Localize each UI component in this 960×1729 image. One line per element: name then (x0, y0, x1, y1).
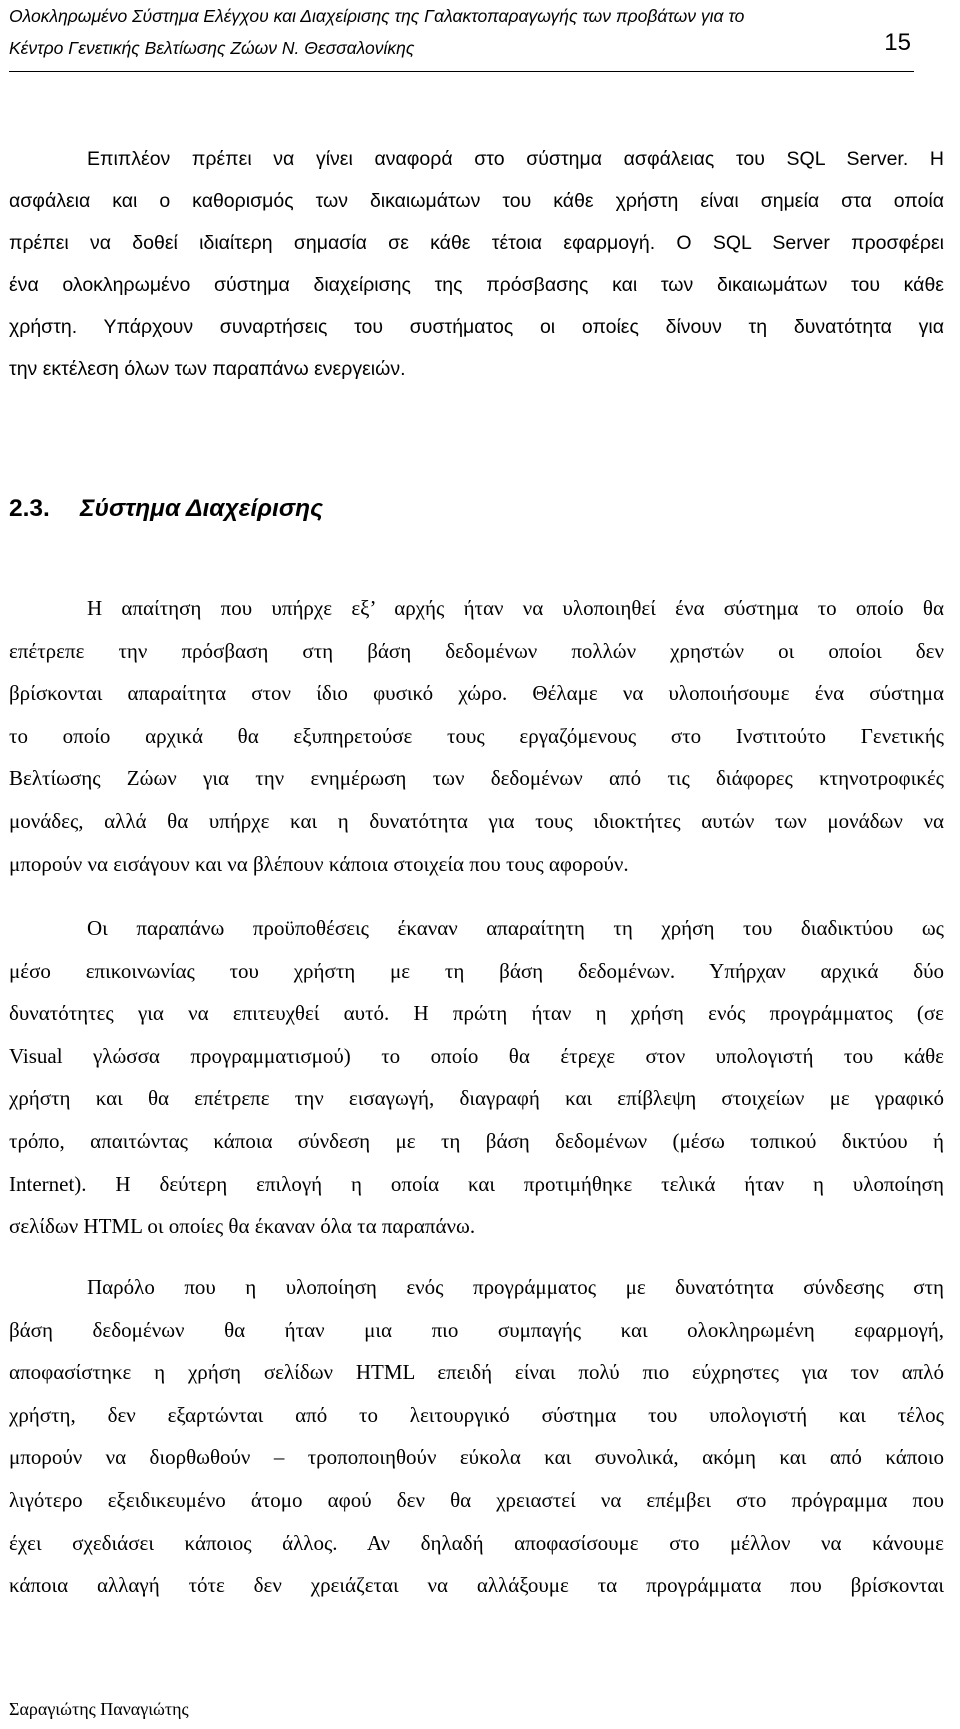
paragraph-line: τρόπο, απαιτώντας κάποια σύνδεση με τη βάση δεδομένων (μέσω τοπικού δικτύου ή (9, 1128, 944, 1153)
footer-author: Σαραγιώτης Παναγιώτης (9, 1699, 189, 1719)
paragraph-line: χρήστη. Υπάρχουν συναρτήσεις του συστήματος οι οποίες δίνουν τη δυνατότητα για (9, 316, 944, 338)
header-title-line-2: Κέντρο Γενετικής Βελτίωσης Ζώων Ν. Θεσσαλονίκης (9, 38, 415, 58)
paragraph-line: μέσο επικοινωνίας του χρήστη με τη βάση δεδομένων. Υπήρχαν αρχικά δύο (9, 958, 944, 983)
paragraph-line: Η απαίτηση που υπήρχε εξ’ αρχής ήταν να υλοποιηθεί ένα σύστημα το οποίο θα (87, 596, 944, 620)
paragraph-line: το οποίο αρχικά θα εξυπηρετούσε τους εργαζόμενους στο Ινστιτούτο Γενετικής (9, 723, 944, 748)
running-header (9, 0, 914, 72)
paragraph-line: ασφάλεια και ο καθορισμός των δικαιωμάτων του κάθε χρήστη είναι σημεία στα οποία (9, 190, 944, 212)
paragraph-line: πρέπει να δοθεί ιδιαίτερη σημασία σε κάθε τέτοια εφαρμογή. Ο SQL Server προσφέρει (9, 232, 944, 254)
paragraph-html-choice (9, 1266, 944, 1607)
section-number: 2.3. (9, 495, 50, 522)
page-number: 15 (884, 29, 911, 56)
paragraph-line: Οι παραπάνω προϋποθέσεις έκαναν απαραίτητη τη χρήση του διαδικτύου ως (87, 916, 944, 940)
paragraph-internet (9, 907, 944, 1248)
paragraph-line: βρίσκονται απαραίτητα στον ίδιο φυσικό χώρο. Θέλαμε να υλοποιήσουμε ένα σύστημα (9, 681, 944, 706)
paragraph-line: μονάδες, αλλά θα υπήρχε και η δυνατότητα για τους ιδιοκτήτες αυτών των μονάδων να (9, 808, 944, 833)
paragraph-line: σελίδων HTML οι οποίες θα έκαναν όλα τα παραπάνω. (9, 1214, 476, 1239)
header-title-line-1: Ολοκληρωμένο Σύστημα Ελέγχου και Διαχείρισης της Γαλακτοπαραγωγής των προβάτων για το (9, 6, 745, 26)
paragraph-line: Βελτίωσης Ζώων για την ενημέρωση των δεδομένων από τις διάφορες κτηνοτροφικές (9, 766, 944, 791)
section-heading (9, 491, 323, 527)
paragraph-line: Visual γλώσσα προγραμματισμού) το οποίο θα έτρεχε στον υπολογιστή του κάθε (9, 1043, 944, 1068)
intro-paragraph (9, 138, 944, 390)
paragraph-line: επέτρεπε την πρόσβαση στη βάση δεδομένων πολλών χρηστών οι οποίοι δεν (9, 638, 944, 663)
paragraph-line: αποφασίστηκε η χρήση σελίδων HTML επειδή είναι πολύ πιο εύχρηστες για τον απλό (9, 1360, 944, 1385)
paragraph-line: έχει σχεδιάσει κάποιος άλλος. Αν δηλαδή αποφασίσουμε στο μέλλον να κάνουμε (9, 1530, 944, 1555)
paragraph-line: την εκτέλεση όλων των παραπάνω ενεργειών. (9, 358, 406, 380)
paragraph-line: δυνατότητες για να επιτευχθεί αυτό. Η πρώτη ήταν η χρήση ενός προγράμματος (σε (9, 1001, 944, 1026)
paragraph-line: Παρόλο που η υλοποίηση ενός προγράμματος με δυνατότητα σύνδεσης στη (87, 1275, 944, 1299)
paragraph-line: λιγότερο εξειδικευμένο άτομο αφού δεν θα χρειαστεί να επέμβει στο πρόγραμμα που (9, 1487, 944, 1512)
paragraph-line: Internet). Η δεύτερη επιλογή η οποία και προτιμήθηκε τελικά ήταν η υλοποίηση (9, 1171, 944, 1196)
paragraph-line: μπορούν να εισάγουν και να βλέπουν κάποια στοιχεία που τους αφορούν. (9, 851, 629, 876)
paragraph-line: Επιπλέον πρέπει να γίνει αναφορά στο σύστημα ασφάλειας του SQL Server. Η (87, 148, 944, 170)
section-title: Σύστημα Διαχείρισης (80, 495, 324, 522)
paragraph-line: βάση δεδομένων θα ήταν μια πιο συμπαγής και ολοκληρωμένη εφαρμογή, (9, 1317, 944, 1342)
paragraph-line: ένα ολοκληρωμένο σύστημα διαχείρισης της πρόσβασης και των δικαιωμάτων του κάθε (9, 274, 944, 296)
paragraph-requirements (9, 587, 944, 885)
paragraph-line: μπορούν να διορθωθούν – τροποποιηθούν εύκολα και συνολικά, ακόμη και από κάποιο (9, 1445, 944, 1470)
paragraph-line: χρήστη, δεν εξαρτώνται από το λειτουργικό σύστημα του υπολογιστή και τέλος (9, 1402, 944, 1427)
paragraph-line: κάποια αλλαγή τότε δεν χρειάζεται να αλλάξουμε τα προγράμματα που βρίσκονται (9, 1573, 944, 1598)
paragraph-line: χρήστη και θα επέτρεπε την εισαγωγή, διαγραφή και επίβλεψη στοιχείων με γραφικό (9, 1086, 944, 1111)
